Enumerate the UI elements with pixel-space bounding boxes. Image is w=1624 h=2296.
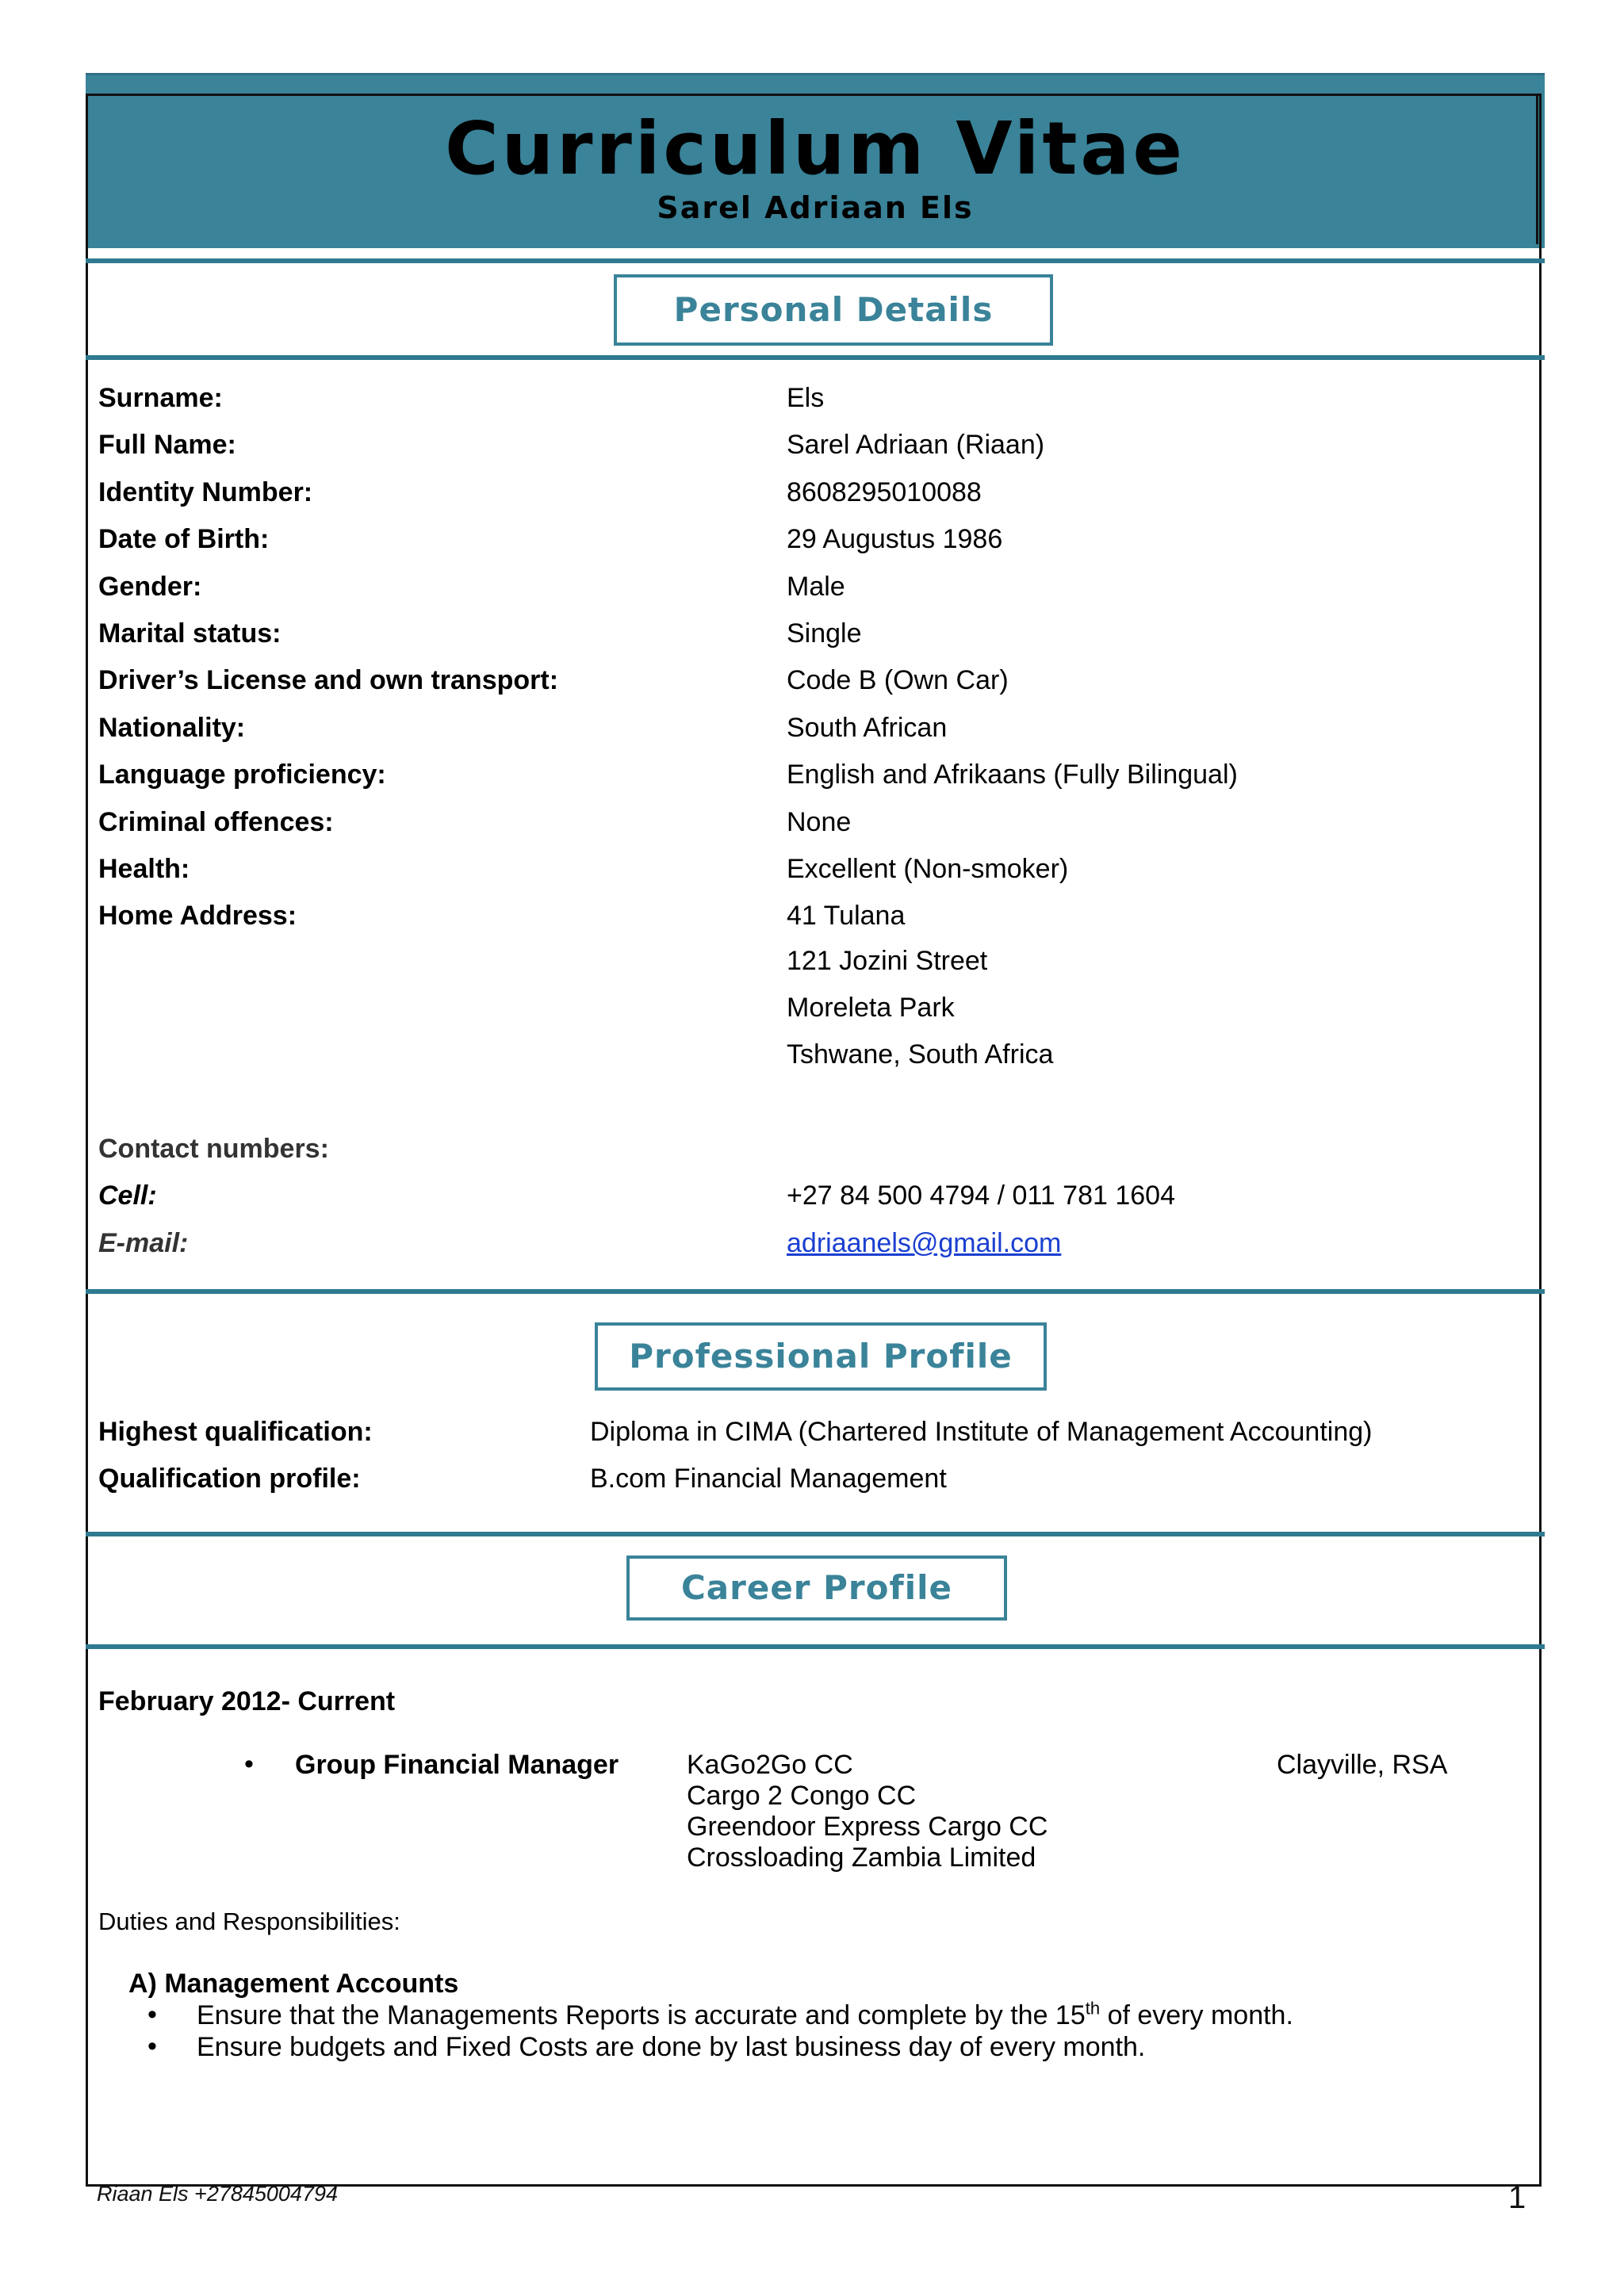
detail-value: Male [787,572,845,602]
detail-label: Identity Number: [98,477,313,507]
page-number: 1 [1508,2180,1526,2215]
detail-label: Marital status: [98,618,282,649]
qualification-profile-label: Qualification profile: [98,1464,361,1494]
detail-label: Date of Birth: [98,524,270,554]
detail-label: Gender: [98,572,202,602]
bullet-icon: • [147,2031,157,2061]
job-location: Clayville, RSA [1277,1750,1448,1780]
detail-label: Full Name: [98,430,236,460]
section-rule [86,258,1545,263]
email-label: E-mail: [98,1228,189,1258]
section-rule [86,1289,1545,1294]
detail-value: Excellent (Non-smoker) [787,854,1069,884]
detail-value: 29 Augustus 1986 [787,524,1003,554]
duties-subheading: A) Management Accounts [128,1969,459,1999]
detail-value: English and Afrikaans (Fully Bilingual) [787,760,1238,790]
cell-label: Cell: [98,1181,157,1211]
duty-text: Ensure that the Managements Reports is accurate and complete by the 15 [197,2000,1086,2030]
detail-value: Els [787,383,825,413]
detail-label: Health: [98,854,190,884]
duty-superscript: th [1085,1998,1101,2019]
detail-label: Surname: [98,383,223,413]
detail-value: Code B (Own Car) [787,665,1009,695]
duty-item [197,1999,1293,2031]
bullet-icon: • [147,1999,157,2030]
company-name: Cargo 2 Congo CC [687,1781,917,1811]
detail-value: 41 Tulana [787,901,906,931]
footer-contact: Riaan Els +27845004794 [97,2182,339,2206]
document-title: Curriculum Vitae [445,106,1185,191]
duty-item: Ensure budgets and Fixed Costs are done by last business day of every month. [197,2032,1146,2062]
company-name: Crossloading Zambia Limited [687,1843,1036,1873]
duties-heading: Duties and Responsibilities: [98,1908,400,1935]
qualification-profile-value: B.com Financial Management [590,1464,947,1494]
address-line: Moreleta Park [787,993,955,1023]
candidate-name: Sarel Adriaan Els [657,190,974,225]
bullet-icon: • [244,1749,254,1779]
highest-qualification-value: Diploma in CIMA (Chartered Institute of Management Accounting) [590,1417,1373,1447]
detail-label: Driver’s License and own transport: [98,665,559,695]
section-rule [86,1532,1545,1536]
detail-label: Criminal offences: [98,807,334,837]
detail-value: South African [787,713,948,743]
section-rule [86,1644,1545,1649]
cell-value: +27 84 500 4794 / 011 781 1604 [787,1181,1175,1211]
email-link[interactable]: adriaanels@gmail.com [787,1228,1062,1258]
address-line: 121 Jozini Street [787,946,988,976]
section-heading-personal: Personal Details [614,274,1053,346]
section-heading-career: Career Profile [626,1556,1007,1621]
career-period: February 2012- Current [98,1686,396,1716]
job-title: Group Financial Manager [295,1750,619,1780]
detail-label: Home Address: [98,901,297,931]
section-rule [86,355,1545,360]
address-line: Tshwane, South Africa [787,1039,1054,1070]
duty-text: of every month. [1100,2000,1293,2030]
detail-value: 8608295010088 [787,477,982,507]
contact-heading: Contact numbers: [98,1134,329,1164]
company-name: Greendoor Express Cargo CC [687,1812,1048,1842]
highest-qualification-label: Highest qualification: [98,1417,373,1447]
detail-label: Language proficiency: [98,760,386,790]
detail-value: None [787,807,852,837]
detail-label: Nationality: [98,713,246,743]
detail-value: Single [787,618,862,649]
detail-value: Sarel Adriaan (Riaan) [787,430,1045,460]
company-name: KaGo2Go CC [687,1750,853,1780]
section-heading-professional: Professional Profile [595,1322,1047,1391]
